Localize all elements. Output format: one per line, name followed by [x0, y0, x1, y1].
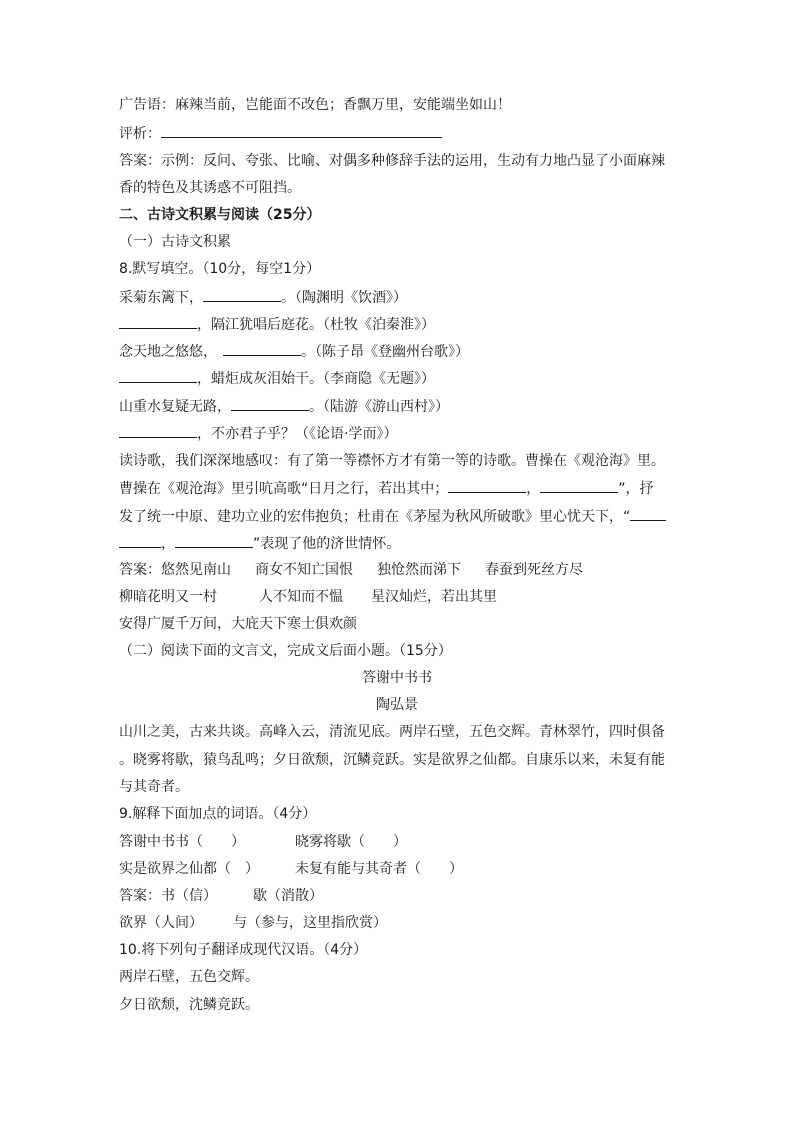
q9-item: 答谢中书书（ ） — [119, 834, 245, 850]
fill-line-3 — [119, 341, 469, 362]
q9-item: 实是欲界之仙都（ ） — [119, 861, 259, 877]
ad-answer-line2: 香的特色及其诱惑不可阻挡。 — [119, 180, 301, 196]
poetry-paragraph-line1: 读诗歌，我们深深地感叹：有了第一等襟怀方才有第一等的诗歌。曹操在《观沧海》里。 — [119, 453, 665, 469]
subsection-heading-2: （二）阅读下面的文言文，完成文后面小题。（15分） — [119, 643, 452, 659]
fill-line-6 — [119, 423, 397, 444]
fill-blank-9-start[interactable] — [630, 506, 666, 521]
fill-blank-10[interactable] — [175, 533, 253, 548]
q9-answer-line1 — [119, 886, 323, 906]
para2-suffix: ”，抒 — [618, 481, 654, 497]
para4-suffix: ”表现了他的济世情怀。 — [253, 536, 401, 552]
fill-line-3-suffix: 。（陈子昂《登幽州台歌》） — [301, 344, 469, 360]
poetry-paragraph-line2 — [119, 478, 654, 499]
para2-prefix: 曹操在《观沧海》里引吭高歌“日月之行，若出其中； — [119, 481, 449, 497]
passage-line1: 山川之美，古来共谈。高峰入云，清流见底。两岸石壁，五色交辉。青林翠竹，四时俱备 — [119, 724, 665, 740]
fill-blank-9-end[interactable] — [119, 533, 161, 548]
para2-comma: ， — [526, 481, 541, 497]
fill-line-3-prefix: 念天地之悠悠， — [119, 344, 217, 360]
passage-line3: 与其奇者。 — [119, 779, 189, 795]
q9-answer: 与（参与，这里指欣赏） — [233, 915, 387, 931]
q8-answer-line1 — [119, 560, 583, 580]
q9-items-line2 — [119, 859, 463, 879]
poetry-paragraph-line3 — [119, 506, 666, 527]
answer-item: 悠然见南山 — [161, 562, 231, 578]
section-heading: 二、古诗文积累与阅读（25分） — [119, 207, 321, 223]
passage-line2: 。晓雾将歇，猿鸟乱鸣；夕日欲颓，沉鳞竞跃。实是欲界之仙都。自康乐以来，未复有能 — [119, 752, 665, 768]
fill-blank-7[interactable] — [448, 478, 526, 493]
fill-blank-8[interactable] — [540, 478, 618, 493]
subsection-heading-1: （一）古诗文积累 — [119, 234, 231, 250]
answer-item: 人不知而不愠 — [259, 589, 343, 605]
fill-line-5-prefix: 山重水复疑无路， — [119, 399, 231, 415]
question-9-title: 9.解释下面加点的词语。（4分） — [119, 806, 317, 822]
critique-line — [119, 123, 442, 144]
fill-line-5 — [119, 396, 449, 417]
answer-item: 柳暗花明又一村 — [119, 589, 217, 605]
fill-line-1-suffix: 。（陶渊明《饮酒》） — [281, 290, 407, 306]
critique-label: 评析： — [119, 126, 161, 142]
ad-slogan: 广告语：麻辣当前，岂能面不改色；香飘万里，安能端坐如山！ — [119, 97, 511, 113]
ad-answer-line1: 答案：示例：反问、夸张、比喻、对偶多种修辞手法的运用，生动有力地凸显了小面麻辣 — [119, 153, 665, 169]
answer-item: 独怆然而涕下 — [377, 562, 461, 578]
fill-blank-2[interactable] — [119, 314, 197, 329]
passage-author: 陶弘景 — [376, 697, 418, 713]
answer-label: 答案： — [119, 562, 161, 578]
q9-items-line1 — [119, 832, 407, 852]
q9-answer: 歇（消散） — [253, 888, 323, 904]
para3-prefix: 发了统一中原、建功立业的宏伟抱负；杜甫在《茅屋为秋风所破歌》里心忧天下，“ — [119, 509, 631, 525]
q9-answer-line2 — [119, 913, 387, 933]
fill-line-4 — [119, 368, 435, 389]
fill-blank-4[interactable] — [119, 368, 197, 383]
answer-item: 星汉灿烂，若出其里 — [371, 589, 497, 605]
answer-item: 春蚕到死丝方尽 — [485, 562, 583, 578]
fill-blank-1[interactable] — [203, 287, 281, 302]
fill-blank-3[interactable] — [223, 341, 301, 356]
fill-line-4-suffix: ，蜡炬成灰泪始干。（李商隐《无题》） — [197, 371, 435, 387]
question-10-title: 10.将下列句子翻译成现代汉语。（4分） — [119, 942, 368, 958]
fill-blank-6[interactable] — [119, 423, 197, 438]
critique-blank[interactable] — [161, 123, 442, 138]
q9-answer: 欲界（人间） — [119, 915, 203, 931]
q9-item: 晓雾将歇（ ） — [295, 834, 407, 850]
answer-item: 商女不知亡国恨 — [255, 562, 353, 578]
passage-title: 答谢中书书 — [362, 670, 432, 686]
q9-answer: 答案：书（信） — [119, 888, 217, 904]
para4-comma: ， — [161, 536, 175, 552]
q9-item: 未复有能与其奇者（ ） — [295, 861, 463, 877]
q10-sentence-2: 夕日欲颓，沈鳞竞跃。 — [119, 997, 259, 1013]
fill-line-1 — [119, 287, 407, 308]
fill-line-5-suffix: 。（陆游《游山西村》） — [309, 399, 449, 415]
poetry-paragraph-line4 — [119, 533, 400, 554]
q8-answer-line2 — [119, 587, 497, 607]
fill-line-2 — [119, 314, 435, 335]
fill-line-6-suffix: ，不亦君子乎？（《论语·学而》） — [197, 426, 398, 442]
q8-answer-line3: 安得广厦千万间，大庇天下寒士俱欢颜 — [119, 616, 357, 632]
fill-line-1-prefix: 采菊东篱下， — [119, 290, 203, 306]
q10-sentence-1: 两岸石壁，五色交辉。 — [119, 969, 259, 985]
question-8-title: 8.默写填空。（10分，每空1分） — [119, 261, 321, 277]
fill-blank-5[interactable] — [231, 396, 309, 411]
fill-line-2-suffix: ，隔江犹唱后庭花。（杜牧《泊秦淮》） — [197, 317, 435, 333]
